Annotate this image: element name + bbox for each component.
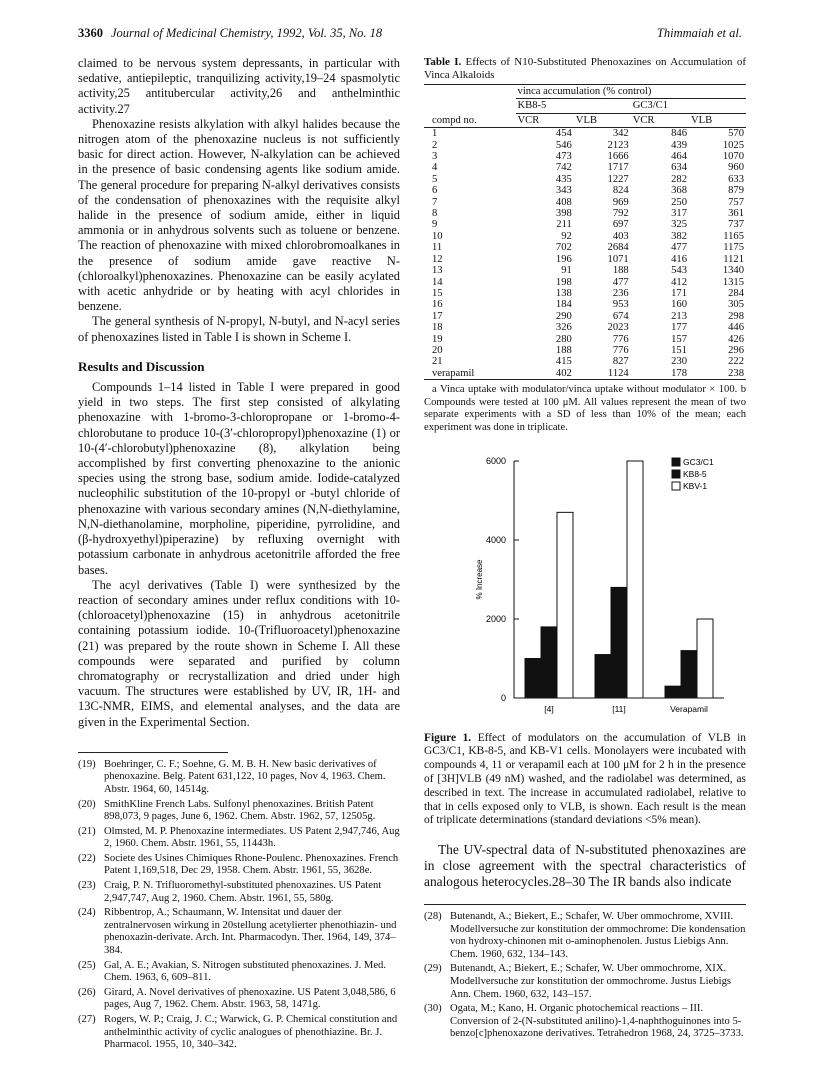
compound-number: 11 [432,242,443,254]
reference-text: Ribbentrop, A.; Schaumann, W. Intensitat und dauer der zentralnervosen wirkung in 20stellung acetylierter phenothiazin- und phenoxazin-derivate. Arch. Int. Pharmacodyn. Ther. 1964, 149, 374–384. [104,907,397,957]
reference-text: Gal, A. E.; Avakian, S. Nitrogen substituted phenoxazines. J. Med. Chem. 1963, 6, 609–811. [104,959,386,984]
table-cell: 92 [561,230,572,242]
table-caption [424,56,746,82]
reference-number: (20) [78,798,96,810]
table-cell-line-header: KB8-5 [516,99,631,113]
table-row [424,231,746,242]
compound-number: 16 [432,299,443,311]
table-cell: 402 [555,367,572,379]
reference-text: Butenandt, A.; Biekert, E.; Schafer, W. Uber ommochrome, XIX. Modellversuche zur konstitution der ommochrome. Justus Liebigs Ann. Chem. 1960, 632, 143–157. [450,963,731,1000]
reference-item [78,759,400,797]
table-cell: 230 [671,356,687,368]
compound-number: 6 [432,185,438,197]
table-cell-line-header: GC3/C1 [631,99,746,113]
table-cell: 178 [671,367,687,379]
table-col-header: VLB [691,114,713,126]
table-row [424,242,746,253]
reference-text: Ogata, M.; Kano, H. Organic photochemical reactions – III. Conversion of 2-(N-substituted anilino)-1,4-naphthoguinones into 5-benzo[c]phenoxazone derivatives. Tetrahedron 1968, 24, 3725–3733. [450,1003,744,1040]
compound-number: 17 [432,310,443,322]
table-cell: 1227 [607,173,629,185]
table-row [424,334,746,345]
table-cell: 177 [671,322,687,334]
table-cell: 213 [671,310,687,322]
figure-caption-text: Effect of modulators on the accumulation of VLB in GC3/C1, KB-8-5, and KB-V1 cells. Monolayers were incubated with compounds 4, 11 or verapamil each at 100 μM for 2 h in the presence of [3H]VLB (49 nM) washed, and the radiolabel was determined, as described in text. The increase in accumulated radiolabel, relative to that in cells exposed only to VLB, is shown. Each result is the mean of triplicate determinations (standard deviations <5% mean). [424,731,746,827]
table-cell: 211 [556,219,572,231]
table-cell: 702 [555,242,572,254]
reference-list [78,759,400,1052]
table-row [424,185,746,196]
bar-kbv-1 [697,619,713,698]
legend-label: GC3/C1 [683,456,714,467]
table-row [424,322,746,333]
reference-number: (25) [78,959,96,971]
reference-text: Olmsted, M. P. Phenoxazine intermediates. US Patent 2,947,746, Aug 2, 1960. Chem. Abstr. 1961, 55, 11443h. [104,825,400,850]
y-axis-label: % Increase [475,559,484,600]
table-cell: 473 [555,151,572,163]
figure-label: Figure 1. [424,731,472,744]
table-cell: 296 [728,344,744,356]
table-cell: 737 [728,219,744,231]
table-cell: 446 [728,322,744,334]
table-cell: 188 [555,344,572,356]
table-col-header: VCR [632,114,655,126]
table-cell: 792 [612,208,629,220]
compound-number: verapamil [432,367,475,379]
table-cell: 238 [728,367,744,379]
table-cell: 2023 [607,322,629,334]
reference-item [78,826,400,851]
bar-gc3-c1 [665,686,681,698]
compound-number: 3 [432,151,438,163]
reference-text: Societe des Usines Chimiques Rhone-Poulenc. Phenoxazines. French Patent 1,169,518, Dec 29, 1958. Chem. Abstr. 1961, 55, 3628e. [104,852,399,877]
y-tick-label: 6000 [485,455,506,466]
table-cell: 464 [671,151,687,163]
reference-item [78,853,400,878]
y-tick-label: 0 [500,692,506,703]
table-row [424,277,746,288]
table-cell: 412 [671,276,687,288]
table-row [424,311,746,322]
figure-1-chart [424,443,746,728]
table-body [424,128,746,380]
table-row [424,265,746,276]
left-column [78,56,400,1054]
table-cell: 846 [671,128,687,140]
table-label: Table I. [424,56,462,68]
table-cell: 1175 [723,242,744,254]
table-row [424,140,746,151]
table-cell: 236 [612,287,629,299]
table-row [424,174,746,185]
table-cell: 222 [728,356,744,368]
table-cell: 342 [612,128,629,140]
x-tick-label: [4] [544,703,554,714]
reference-item [78,880,400,905]
footnote-rule [424,904,746,905]
reference-item [78,799,400,824]
y-tick-label: 4000 [485,534,506,545]
right-column [424,56,746,1043]
page-number: 3360 [78,26,103,40]
compound-number: 14 [432,276,443,288]
footnote-rule [78,752,228,753]
bar-kb8-5 [681,650,697,697]
table-cell: 282 [671,173,687,185]
table-cell: 969 [612,196,629,208]
table-row [424,368,746,380]
table-cell: 250 [671,196,687,208]
reference-number: (26) [78,986,96,998]
table-cell: 408 [555,196,572,208]
table-cell: 546 [555,139,572,151]
table-group-header: vinca accumulation (% control) [516,85,746,99]
bar-gc3-c1 [525,658,541,698]
table-cell: 477 [671,242,687,254]
table-cell: 151 [671,344,687,356]
table-cell: 280 [555,333,572,345]
compound-number: 21 [432,356,443,368]
reference-number: (28) [424,911,442,923]
reference-number: (27) [78,1014,96,1026]
table-cell: 403 [612,230,629,242]
legend-swatch [672,482,680,490]
table-cell: 138 [555,287,572,299]
data-table [424,84,746,380]
table-cell: 1121 [723,253,744,265]
table-cell: 697 [612,219,629,231]
reference-number: (22) [78,852,96,864]
table-row [424,151,746,162]
table-cell: 454 [555,128,572,140]
table-row [424,197,746,208]
table-cell: 426 [728,333,744,345]
figure-caption [424,732,746,829]
table-cell: 171 [671,287,687,299]
table-cell: 776 [612,333,629,345]
table-cell: 361 [728,208,744,220]
table-cell: 157 [671,333,687,345]
reference-text: Boehringer, C. F.; Soehne, G. M. B. H. New basic derivatives of phenoxazine. Belg. Patent 631,122, 10 pages, Nov 4, 1963. Chem. Abstr. 1964, 60, 14514g. [104,758,386,795]
table-cell: 91 [561,265,572,277]
table-row [424,299,746,310]
compound-number: 4 [432,162,438,174]
table-cell: 824 [612,185,629,197]
table-cell: 325 [671,219,687,231]
reference-number: (30) [424,1003,442,1015]
reference-item [78,960,400,985]
paragraph: claimed to be nervous system depressants, in particular with sedative, antiepileptic, tranquilizing activity,19–24 spasmolytic activity,25 antitubercular activity,26 and anthelminthic activity.27 [78,56,400,116]
paragraph: The acyl derivatives (Table I) were synthesized by the reaction of secondary amines under reflux conditions with 10-(chloroacetyl)phenoxazine (15) in anhydrous acetonitrile containing potassium iodide. 10-(Trifluoroacetyl)phenoxazine (21) was prepared by the route shown in Scheme I. All these compounds were separated and purified by column chromatography or recrystallization and dried under high vacuum. The structures were established by UV, IR, 1H- and 13C-NMR, EIMS, and elemental analyses, and the data are given in the Experimental Section. [78,577,400,729]
reference-item [424,963,746,1001]
bar-kb8-5 [611,587,627,698]
compound-number: 10 [432,230,443,242]
table-cell: 1340 [722,265,744,277]
table-cell: 439 [671,139,687,151]
legend-swatch [672,458,680,466]
bar-kbv-1 [627,461,643,698]
compound-number: 5 [432,173,438,185]
y-tick-label: 2000 [485,613,506,624]
table-row [424,288,746,299]
table-row [424,208,746,219]
table-cell: 326 [555,322,572,334]
table-row [424,254,746,265]
table-cell: 398 [555,208,572,220]
table-title: Effects of N10-Substituted Phenoxazines on Accumulation of Vinca Alkaloids [424,56,746,81]
table-cell: 198 [555,276,572,288]
bar-chart [424,443,746,728]
reference-text: Craig, P. N. Trifluoromethyl-substituted phenoxazines. US Patent 2,947,747, Aug 2, 1960. Chem. Abstr. 1961, 55, 580g. [104,880,382,904]
reference-item [424,911,746,961]
legend-label: KB8-5 [683,468,707,479]
table-cell: 416 [671,253,687,265]
x-tick-label: Verapamil [670,703,708,714]
paragraph: The UV-spectral data of N-substituted phenoxazines are in close agreement with the spectral characteristics of analogous heterocycles.28–30 The IR bands also indicate [424,842,746,890]
table-col-header: VCR [517,114,540,126]
table-cell: 305 [728,299,744,311]
table-cell: 1717 [607,162,629,174]
table-cell: 776 [612,344,629,356]
table-cell: 382 [671,230,687,242]
paragraph: Compounds 1–14 listed in Table I were prepared in good yield in two steps. The first step consisted of alkylating phenoxazine with 1-bromo-3-chloropropane or 1-bromo-4-chlorobutane to produce 10-(3′-chloropropyl)phenoxazine (1) or 10-(4′-chlorobutyl)phenoxazine (8), alkylation being accomplished by first converting phenoxazine to the anionic species using the strong base, sodium amide. Iodide-catalyzed nucleophilic substitution of the 10-propyl or -butyl chloride of phenoxazine with various secondary amines (N,N-diethylamine, N,N-diethanolamine, morpholine, piperidine, pyrrolidine, and (β-hydroxyethyl)piperazine) by refluxing overnight with potassium carbonate in anhydrous acetonitrile afforded the free bases. [78,380,400,577]
reference-text: Girard, A. Novel derivatives of phenoxazine. US Patent 3,048,586, 6 pages, Aug 7, 1962. Chem. Abstr. 1963, 58, 1471g. [104,986,396,1011]
table-col-header: compd no. [432,114,477,126]
table-cell: 1315 [722,276,744,288]
bar-kb8-5 [541,626,557,697]
table-cell: 343 [555,185,572,197]
compound-number: 9 [432,219,438,231]
table-cell: 1124 [607,367,629,379]
bar-kbv-1 [557,512,573,698]
reference-item [78,1014,400,1052]
bar-gc3-c1 [595,654,611,697]
table-row [424,345,746,356]
table-cell: 1165 [723,230,744,242]
table-cell: 160 [671,299,687,311]
table-col-header: VLB [575,114,597,126]
table-cell: 1666 [607,151,629,163]
table-cell: 196 [555,253,572,265]
reference-item [424,1003,746,1041]
table-row [424,356,746,367]
paragraph: Phenoxazine resists alkylation with alkyl halides because the nitrogen atom of the phenoxazine nucleus is not sufficiently basic for direct action. However, N-alkylation can be achieved in the presence of basic condensing agents like sodium amide. The general procedure for preparing N-alkyl derivatives consists of the condensation of phenoxazines with the requisite alkyl halide in the presence of sodium amide, either in liquid ammonia or in anhydrous solvents such as toluene or benzene. The reaction of phenoxazine with mixed chlorobromoalkanes in the presence of sodium amide gave reactive N-(chloroalkyl)phenoxazines. Phenoxazine can be easily acylated with acetic anhydride or by heating with acyl chlorides in benzene. [78,116,400,314]
compound-number: 18 [432,322,443,334]
reference-number: (24) [78,907,96,919]
section-heading: Results and Discussion [78,358,205,374]
compound-number: 19 [432,333,443,345]
legend-swatch [672,470,680,478]
table-cell: 368 [671,185,687,197]
table-row [424,219,746,230]
compound-number: 8 [432,208,438,220]
table-cell: 435 [555,173,572,185]
compound-number: 2 [432,139,438,151]
table-cell: 757 [728,196,744,208]
table-cell: 879 [728,185,744,197]
reference-item [78,987,400,1012]
reference-text: Rogers, W. P.; Craig, J. C.; Warwick, G. P. Chemical constitution and anthelminthic activity of cyclic analogues of phenothiazine. Br. J. Pharmacol. 1955, 10, 340–342. [104,1014,398,1051]
reference-number: (21) [78,825,96,837]
reference-number: (23) [78,880,96,892]
table-cell: 960 [728,162,744,174]
table-cell: 827 [612,356,629,368]
compound-number: 12 [432,253,443,265]
x-tick-label: [11] [612,703,626,714]
table-cell: 284 [728,287,744,299]
table-cell: 570 [728,128,744,140]
table-row [424,162,746,173]
compound-number: 20 [432,344,443,356]
table-cell: 188 [612,265,629,277]
table-cell: 543 [671,265,687,277]
running-authors: Thimmaiah et al. [656,26,742,40]
table-cell: 2123 [607,139,629,151]
table-cell: 415 [555,356,572,368]
table-cell: 953 [612,299,629,311]
table-cell: 1070 [722,151,744,163]
journal-citation: Journal of Medicinal Chemistry, 1992, Vol. 35, No. 18 [111,26,383,40]
compound-number: 15 [432,287,443,299]
table-cell: 634 [671,162,687,174]
table-cell: 298 [728,310,744,322]
reference-text: Butenandt, A.; Biekert, E.; Schafer, W. Uber ommochrome, XVIII. Modellversuche zur konstitution der ommochrome: Die kondensation von hydroxy-chinonen mit o-aminophenolen. Justus Liebigs Ann. Chem. 1960, 632, 134–143. [450,911,746,960]
compound-number: 1 [432,128,438,140]
table-cell: 1025 [722,139,744,151]
reference-list [424,911,746,1041]
table-cell: 477 [612,276,629,288]
table-footnote: a Vinca uptake with modulator/vinca uptake without modulator × 100. b Compounds were tested at 100 μM. All values represent the mean of two separate experiments with a SD of less than 10% of the mean; each experiment was done in triplicate. [424,384,746,433]
reference-text: SmithKline French Labs. Sulfonyl phenoxazines. British Patent 898,073, 9 pages, June 6, 1962. Chem. Abstr. 1962, 57, 12505g. [104,798,376,823]
table-cell: 290 [555,310,572,322]
running-header [78,26,742,44]
table-cell: 2684 [607,242,629,254]
table-cell: 184 [555,299,572,311]
table-cell: 633 [728,173,744,185]
legend-label: KBV-1 [683,480,708,491]
table-cell: 674 [612,310,629,322]
compound-number: 13 [432,265,443,277]
reference-number: (19) [78,758,96,770]
paragraph: The general synthesis of N-propyl, N-butyl, and N-acyl series of phenoxazines listed in Table I is shown in Scheme I. [78,314,400,344]
reference-item [78,907,400,957]
reference-number: (29) [424,963,442,975]
compound-number: 7 [432,196,438,208]
table-cell: 1071 [607,253,629,265]
table-row [424,128,746,140]
table-cell: 742 [555,162,572,174]
table-cell: 317 [671,208,687,220]
